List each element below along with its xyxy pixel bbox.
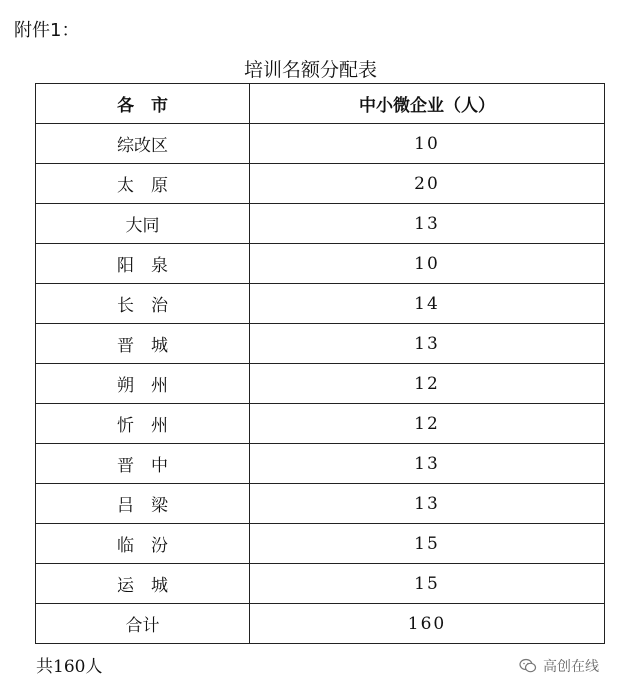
count-cell: 12 — [250, 364, 605, 404]
count-cell: 14 — [250, 284, 605, 324]
count-cell: 10 — [250, 244, 605, 284]
footer-total: 共160人 — [36, 657, 103, 677]
total-label-cell: 合计 — [36, 604, 250, 644]
table-header-row — [36, 84, 605, 124]
city-cell: 晋 中 — [36, 444, 250, 484]
table-title: 培训名额分配表 — [243, 59, 377, 81]
city-cell: 长 治 — [36, 284, 250, 324]
city-cell: 晋 城 — [36, 324, 250, 364]
count-cell: 13 — [250, 324, 605, 364]
city-cell: 运 城 — [36, 564, 250, 604]
city-cell: 太 原 — [36, 164, 250, 204]
table-row — [36, 564, 605, 604]
city-cell: 朔 州 — [36, 364, 250, 404]
watermark-text: 高创在线 — [543, 659, 599, 675]
count-cell: 15 — [250, 564, 605, 604]
city-cell: 临 汾 — [36, 524, 250, 564]
count-cell: 10 — [250, 124, 605, 164]
city-cell: 吕 梁 — [36, 484, 250, 524]
table-row — [36, 164, 605, 204]
total-count-cell: 160 — [250, 604, 605, 644]
city-cell: 忻 州 — [36, 404, 250, 444]
table-row — [36, 124, 605, 164]
table-row — [36, 284, 605, 324]
count-cell: 13 — [250, 204, 605, 244]
city-cell: 阳 泉 — [36, 244, 250, 284]
city-cell: 综改区 — [36, 124, 250, 164]
attachment-label: 附件1： — [14, 20, 80, 41]
table-row — [36, 524, 605, 564]
table-row — [36, 244, 605, 284]
table-row — [36, 444, 605, 484]
count-cell: 13 — [250, 484, 605, 524]
count-cell: 12 — [250, 404, 605, 444]
table-row — [36, 324, 605, 364]
table-row — [36, 404, 605, 444]
table-row — [36, 204, 605, 244]
header-count: 中小微企业（人） — [250, 84, 605, 124]
table-total-row — [36, 604, 605, 644]
watermark — [519, 656, 599, 676]
count-cell: 20 — [250, 164, 605, 204]
city-cell: 大同 — [36, 204, 250, 244]
table-body — [36, 124, 605, 644]
table-row — [36, 484, 605, 524]
wechat-icon — [519, 658, 537, 674]
count-cell: 13 — [250, 444, 605, 484]
table-row — [36, 364, 605, 404]
quota-table — [35, 83, 605, 644]
count-cell: 15 — [250, 524, 605, 564]
header-city: 各 市 — [36, 84, 250, 124]
